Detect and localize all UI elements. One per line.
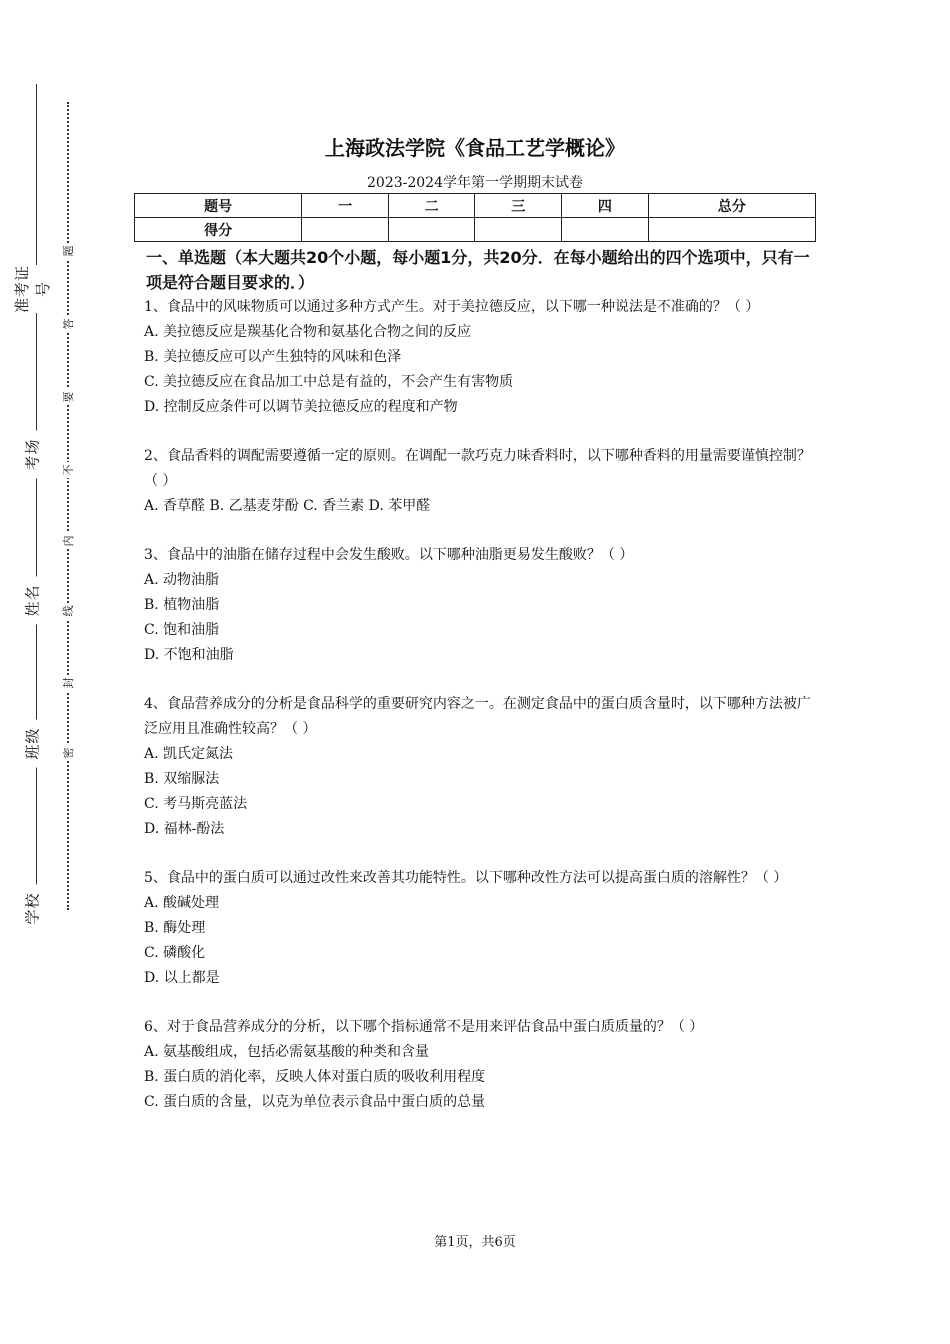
score-cell[interactable] <box>562 218 649 242</box>
score-cell[interactable] <box>388 218 475 242</box>
score-cell[interactable] <box>302 218 389 242</box>
score-table-score-row <box>135 218 816 242</box>
page-title: 上海政法学院《食品工艺学概论》 <box>325 136 625 160</box>
score-row-label: 得分 <box>135 218 302 242</box>
score-header-cell: 一 <box>302 194 389 218</box>
class-label: 班级 <box>22 720 43 768</box>
question-5 <box>144 866 816 991</box>
seal-char: 密 <box>60 745 76 761</box>
question-3 <box>144 543 816 668</box>
school-label: 学校 <box>22 885 43 933</box>
question-list <box>144 295 816 1139</box>
score-table <box>134 193 816 242</box>
question-stem: 1、食品中的风味物质可以通过多种方式产生。对于美拉德反应，以下哪一种说法是不准确的？（ ） <box>144 299 760 315</box>
question-2 <box>144 444 816 519</box>
seal-char: 题 <box>60 243 76 259</box>
option-a: A. 动物油脂 <box>144 572 220 588</box>
seal-char: 答 <box>60 316 76 332</box>
score-cell[interactable] <box>648 218 815 242</box>
seal-char: 线 <box>60 603 76 619</box>
exam-room-label: 考场 <box>22 431 43 479</box>
option-b: B. 美拉德反应可以产生独特的风味和色泽 <box>144 349 402 365</box>
option-c: C. 饱和油脂 <box>144 622 220 638</box>
score-header-cell: 四 <box>562 194 649 218</box>
score-header-cell: 三 <box>475 194 562 218</box>
score-header-cell: 总分 <box>648 194 815 218</box>
question-4 <box>144 692 816 842</box>
question-6 <box>144 1015 816 1115</box>
question-1 <box>144 295 816 420</box>
option-b: B. 蛋白质的消化率，反映人体对蛋白质的吸收利用程度 <box>144 1069 486 1085</box>
binding-dotted-line <box>67 102 69 910</box>
score-header-cell: 二 <box>388 194 475 218</box>
section-heading: 一、单选题（本大题共20个小题，每小题1分，共20分．在每小题给出的四个选项中，只有一项是符合题目要求的．） <box>146 248 810 292</box>
score-cell[interactable] <box>475 218 562 242</box>
question-stem: 2、食品香料的调配需要遵循一定的原则。在调配一款巧克力味香料时，以下哪种香料的用量需要谨慎控制？（ ） <box>144 448 811 489</box>
option-c: C. 蛋白质的含量，以克为单位表示食品中蛋白质的总量 <box>144 1094 486 1110</box>
name-label: 姓名 <box>22 577 43 625</box>
seal-char: 不 <box>60 462 76 478</box>
option-c: C. 考马斯亮蓝法 <box>144 796 248 812</box>
seal-char: 要 <box>60 389 76 405</box>
option-a: A. 凯氏定氮法 <box>144 746 234 762</box>
question-stem: 4、食品营养成分的分析是食品科学的重要研究内容之一。在测定食品中的蛋白质含量时，以下哪种方法被广泛应用且准确性较高？（ ） <box>144 696 811 737</box>
seal-char: 内 <box>60 533 76 549</box>
option-d: D. 不饱和油脂 <box>144 647 234 663</box>
exam-id-label: 准考证号 <box>13 264 52 313</box>
page-subtitle: 2023-2024学年第一学期期末试卷 <box>367 175 583 191</box>
score-header-cell: 题号 <box>135 194 302 218</box>
binding-line <box>36 84 37 904</box>
question-stem: 3、食品中的油脂在储存过程中会发生酸败。以下哪种油脂更易发生酸败？（ ） <box>144 547 634 563</box>
option-d: D. 控制反应条件可以调节美拉德反应的程度和产物 <box>144 399 458 415</box>
options-inline: A. 香草醛 B. 乙基麦芽酚 C. 香兰素 D. 苯甲醛 <box>144 498 431 514</box>
option-a: A. 美拉德反应是羰基化合物和氨基化合物之间的反应 <box>144 324 472 340</box>
question-stem: 6、对于食品营养成分的分析，以下哪个指标通常不是用来评估食品中蛋白质质量的？（ ） <box>144 1019 704 1035</box>
option-a: A. 酸碱处理 <box>144 895 220 911</box>
option-b: B. 植物油脂 <box>144 597 220 613</box>
option-c: C. 美拉德反应在食品加工中总是有益的，不会产生有害物质 <box>144 374 514 390</box>
score-table-header-row <box>135 194 816 218</box>
option-a: A. 氨基酸组成，包括必需氨基酸的种类和含量 <box>144 1044 430 1060</box>
question-stem: 5、食品中的蛋白质可以通过改性来改善其功能特性。以下哪种改性方法可以提高蛋白质的溶解性？（ ） <box>144 870 788 886</box>
option-b: B. 双缩脲法 <box>144 771 220 787</box>
option-b: B. 酶处理 <box>144 920 206 936</box>
option-c: C. 磷酸化 <box>144 945 206 961</box>
option-d: D. 福林-酚法 <box>144 821 225 837</box>
option-d: D. 以上都是 <box>144 970 220 986</box>
seal-char: 封 <box>60 675 76 691</box>
page-number: 第1页，共6页 <box>434 1235 516 1250</box>
